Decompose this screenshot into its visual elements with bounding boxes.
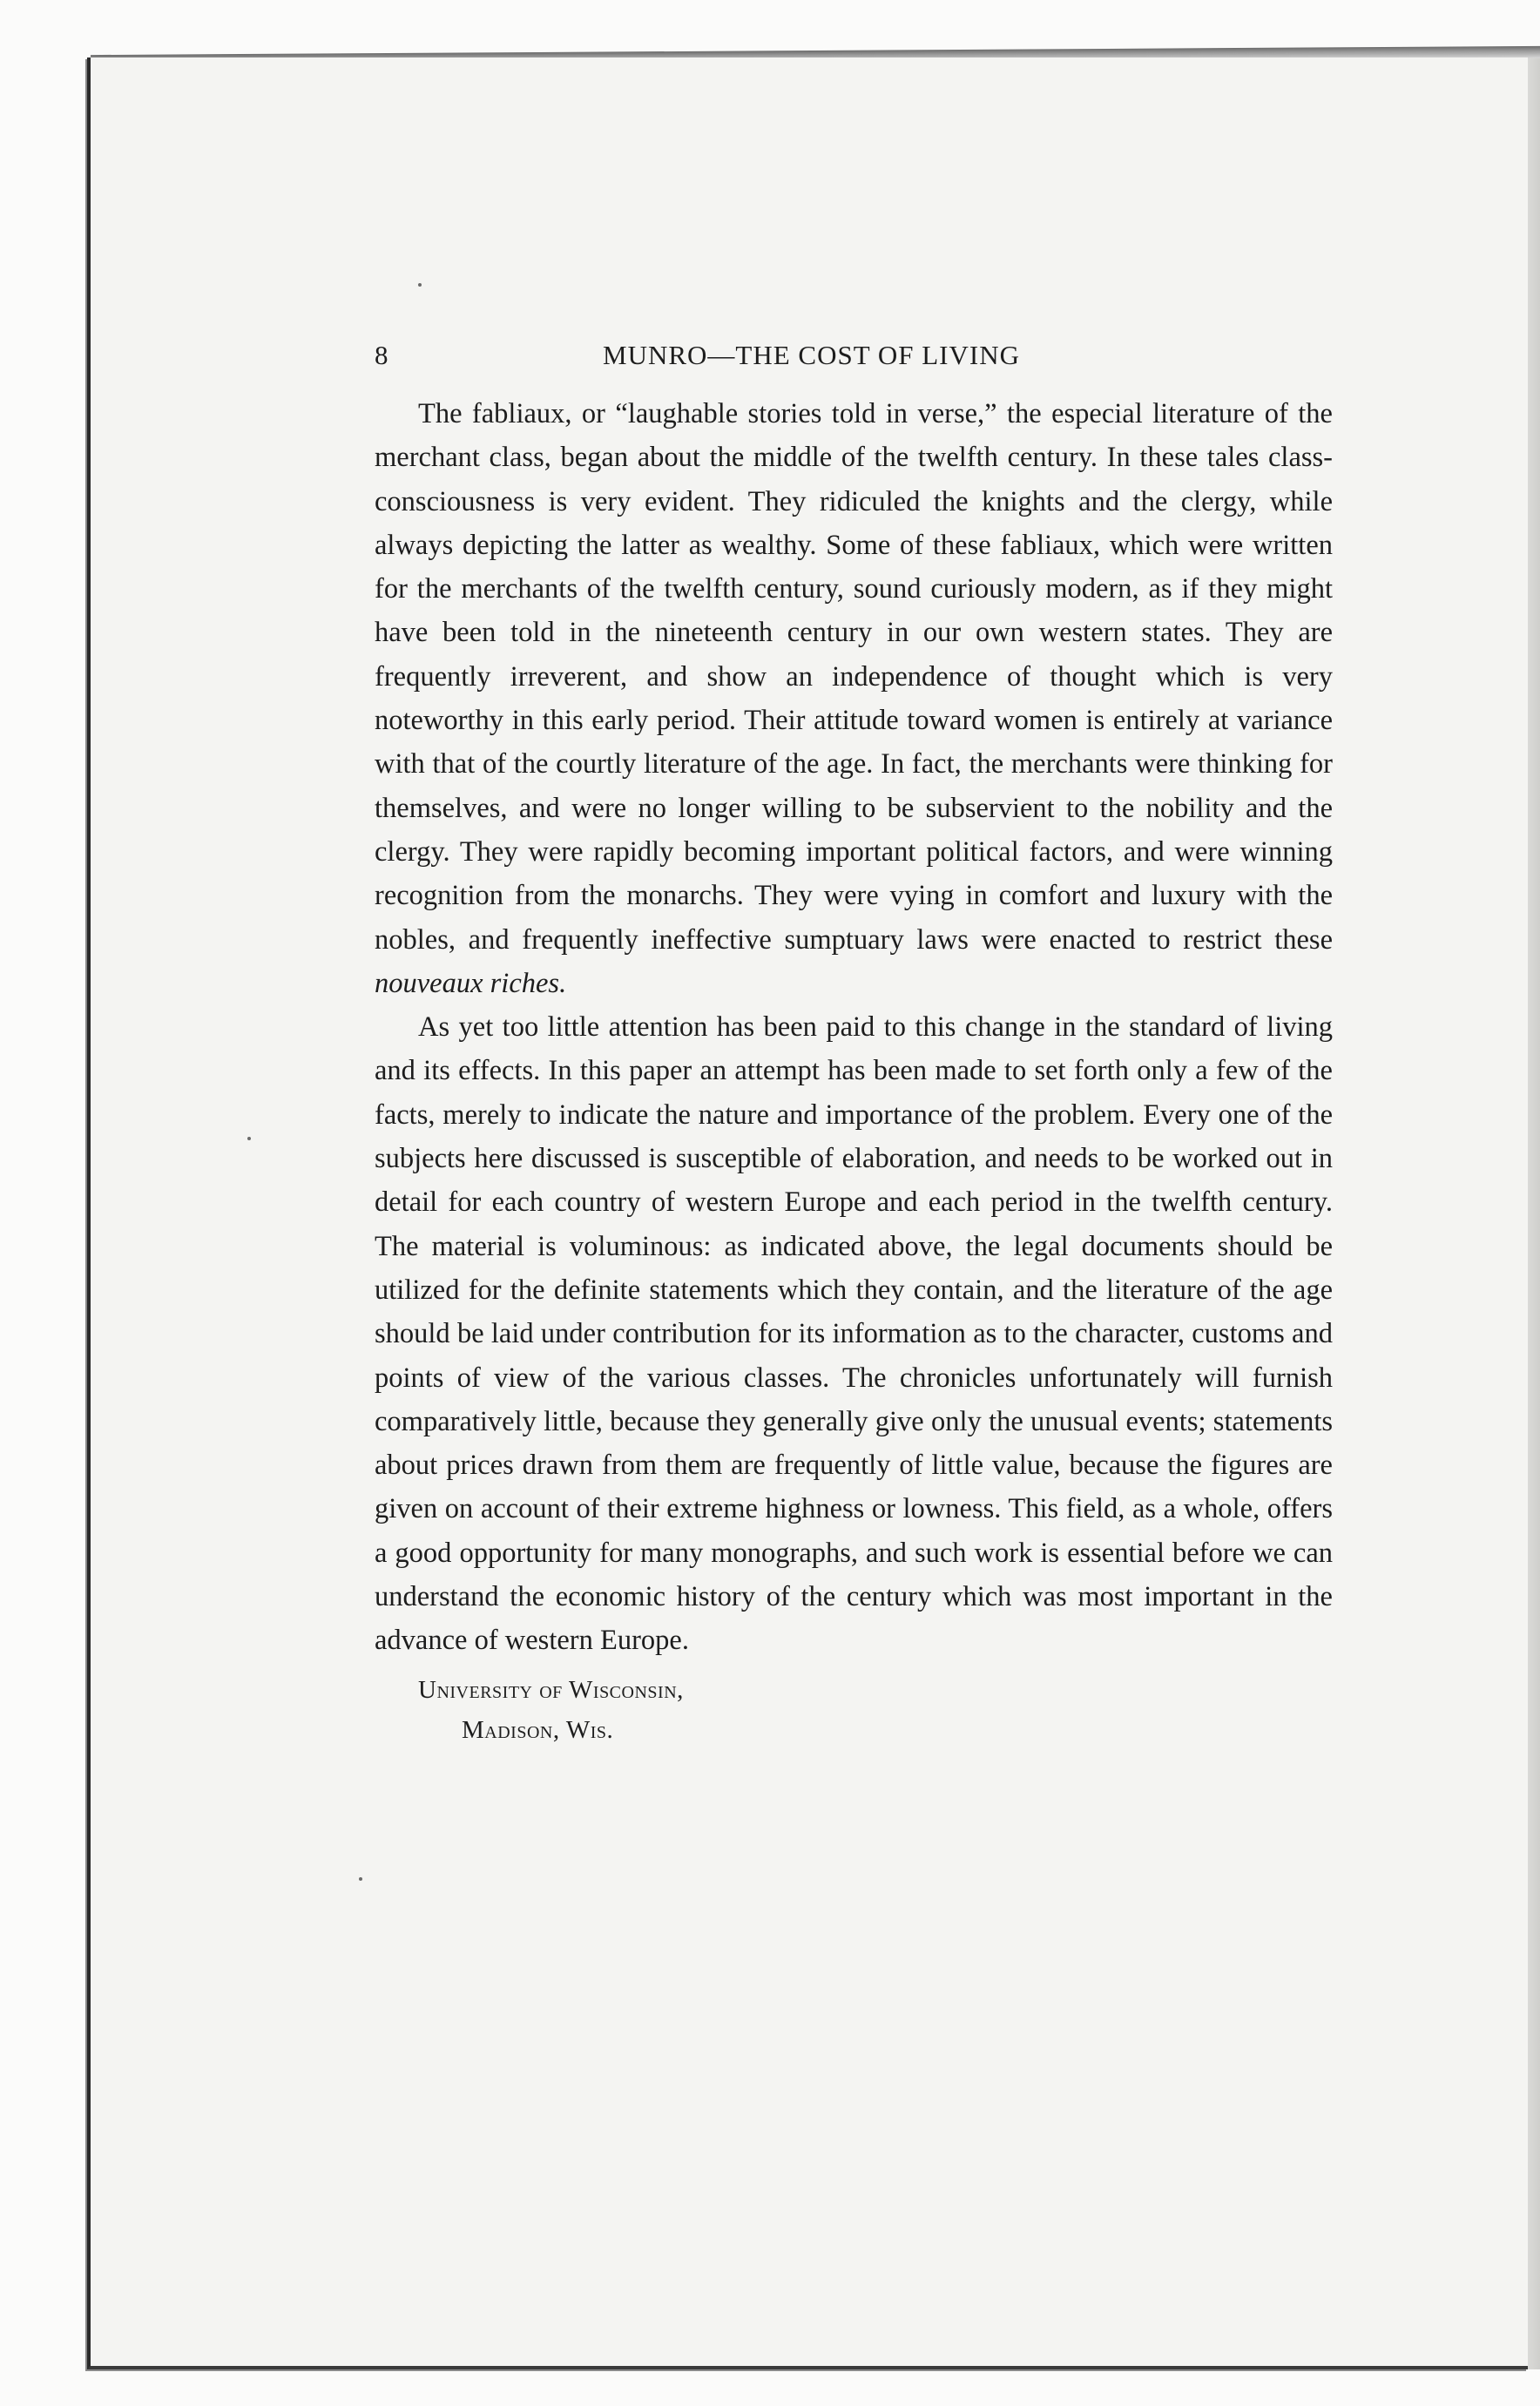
paragraph-1-text: The fabliaux, or “laughable stories told in verse,” the especial literature of the merchant class, began about the middle of the twelfth century. In these tales class-consciousness is very evident. They ridiculed the knights and the clergy, while always depicting the latter as wealthy. Some of these fabliaux, which were written for the merchants of the twelfth century, sound curiously modern, as if they might have been told in the nineteenth century in our own western states. They are frequently irreverent, and show an independence of thought which is very noteworthy in this early period. Their attitude toward women is entirely at variance with that of the courtly literature of the age. In fact, the merchants were thinking for themselves, and were no longer willing to be subservient to the nobility and the clergy. They were rapidly becoming important political factors, and were winning recognition from the monarchs. They were vying in comfort and luxury with the nobles, and frequently ineffective sumptuary laws were enacted to restrict these: [375, 398, 1333, 956]
affiliation-location: Madison, Wis.: [462, 1715, 614, 1744]
author-affiliation: [375, 1670, 1333, 1750]
affiliation-institution: University of Wisconsin,: [418, 1675, 684, 1704]
dust-speck: [247, 1137, 251, 1140]
dust-speck: [418, 283, 422, 287]
dust-speck: [359, 1877, 362, 1881]
text-block: [375, 340, 1333, 1750]
page-number: 8: [375, 340, 389, 370]
italic-phrase: nouveaux riches.: [375, 967, 567, 999]
paragraph-2: As yet too little attention has been paid to this change in the standard of living and its effects. In this paper an attempt has been made to set forth only a few of the facts, merely to indicate the nature and importance of the problem. Every one of the subjects here discussed is susceptible of elaboration, and needs to be worked out in detail for each country of western Europe and each period in the twelfth century. The material is voluminous: as indicated above, the legal documents should be utilized for the definite statements which they contain, and the literature of the age should be laid under contribution for its information as to the character, customs and points of view of the various classes. The chronicles unfortunately will furnish comparatively little, because they generally give only the unusual events; statements about prices drawn from them are frequently of little value, because the figures are given on account of their extreme highness or lowness. This field, as a whole, offers a good opportunity for many monographs, and such work is essential before we can understand the economic history of the century which was most important in the advance of western Europe.: [375, 1011, 1333, 1657]
running-title: MUNRO—THE COST OF LIVING: [603, 340, 1020, 370]
paragraph-1: [375, 392, 1333, 1005]
running-header: [375, 340, 1333, 392]
